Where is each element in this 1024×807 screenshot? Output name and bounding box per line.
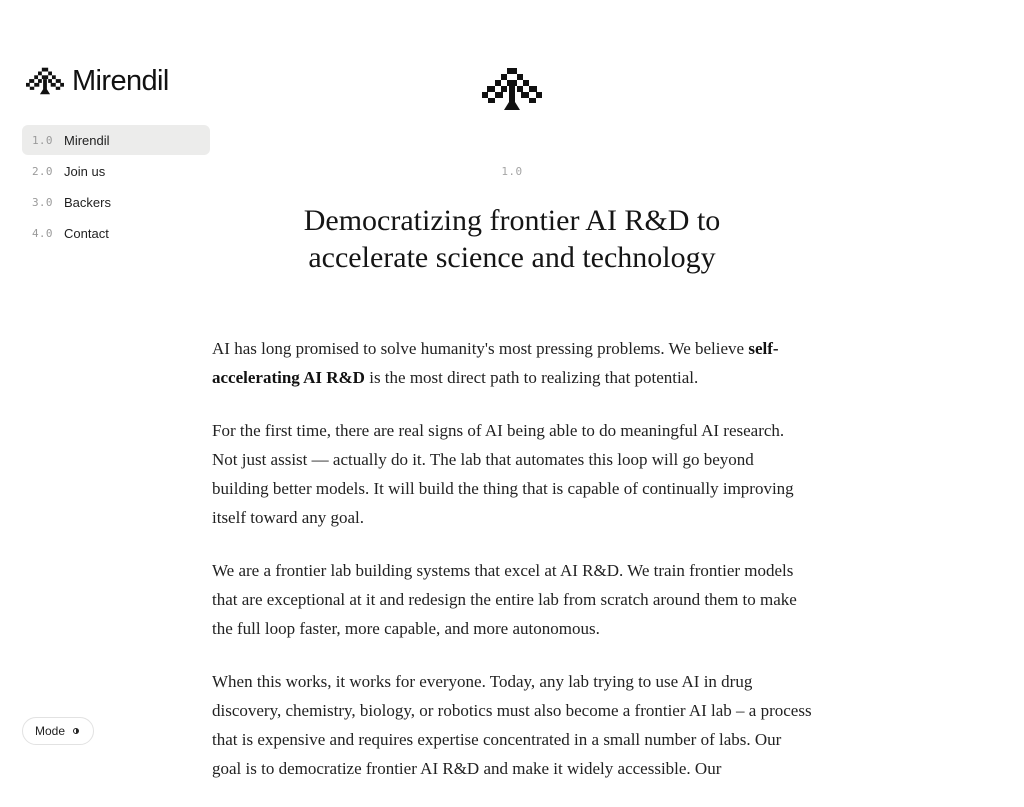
page-headline: [212, 202, 812, 276]
emphasis-text: self-accelerating AI R&D: [212, 339, 779, 387]
section-number: 1.0: [501, 165, 523, 178]
nav-item-label: Join us: [64, 163, 106, 179]
main-content: [212, 0, 812, 778]
sidebar-nav: [22, 125, 210, 249]
paragraph-frontier-lab: We are a frontier lab building systems that excel at AI R&D. We train frontier models that are exceptional at it and redesign the entire lab from scratch around them to make the full loop faster, more capable, and more autonomous.: [212, 561, 797, 638]
paragraph-intro: [212, 334, 812, 392]
nav-item-number: 2.0: [32, 164, 53, 178]
nav-item-label: Backers: [64, 194, 111, 210]
sidebar-item-join-us[interactable]: [22, 156, 210, 186]
headline-line-1: Democratizing frontier AI R&D to: [303, 204, 721, 237]
nav-item-label: Mirendil: [64, 132, 110, 148]
mode-toggle-button[interactable]: [22, 717, 94, 745]
paragraph-first-time: For the first time, there are real signs of AI being able to do meaningful AI research. Not just assist — actually do it. The lab that automates this loop will go beyond building better models. It will build the thing that is capable of continually improving itself toward any goal.: [212, 421, 794, 527]
sidebar-item-contact[interactable]: [22, 218, 210, 248]
brand-home-link[interactable]: [26, 64, 169, 98]
tree-logo-icon: [482, 68, 542, 110]
paragraph-text: is the most direct path to realizing that potential.: [364, 368, 699, 387]
headline-line-2: accelerate science and technology: [308, 241, 716, 274]
sidebar-item-mirendil[interactable]: [22, 125, 210, 155]
tree-logo-icon: [26, 66, 64, 96]
nav-item-number: 3.0: [32, 195, 53, 209]
paragraph-text: AI has long promised to solve humanity's most pressing problems. We believe: [212, 339, 749, 358]
half-circle-icon: [73, 728, 79, 734]
article-body: [212, 334, 812, 807]
brand-name: Mirendil: [72, 65, 169, 97]
sidebar-item-backers[interactable]: [22, 187, 210, 217]
paragraph-works-for-everyone: When this works, it works for everyone. Today, any lab trying to use AI in drug discovery, chemistry, biology, or robotics must also become a frontier AI lab – a process that is expensive and requires expertise concentrated in a small number of labs. Our goal is to democratize frontier AI R&D and make it widely accessible. Our: [212, 672, 812, 778]
nav-item-label: Contact: [64, 225, 109, 241]
nav-item-number: 4.0: [32, 226, 53, 240]
nav-item-number: 1.0: [32, 133, 53, 147]
mode-button-label: Mode: [35, 724, 66, 738]
